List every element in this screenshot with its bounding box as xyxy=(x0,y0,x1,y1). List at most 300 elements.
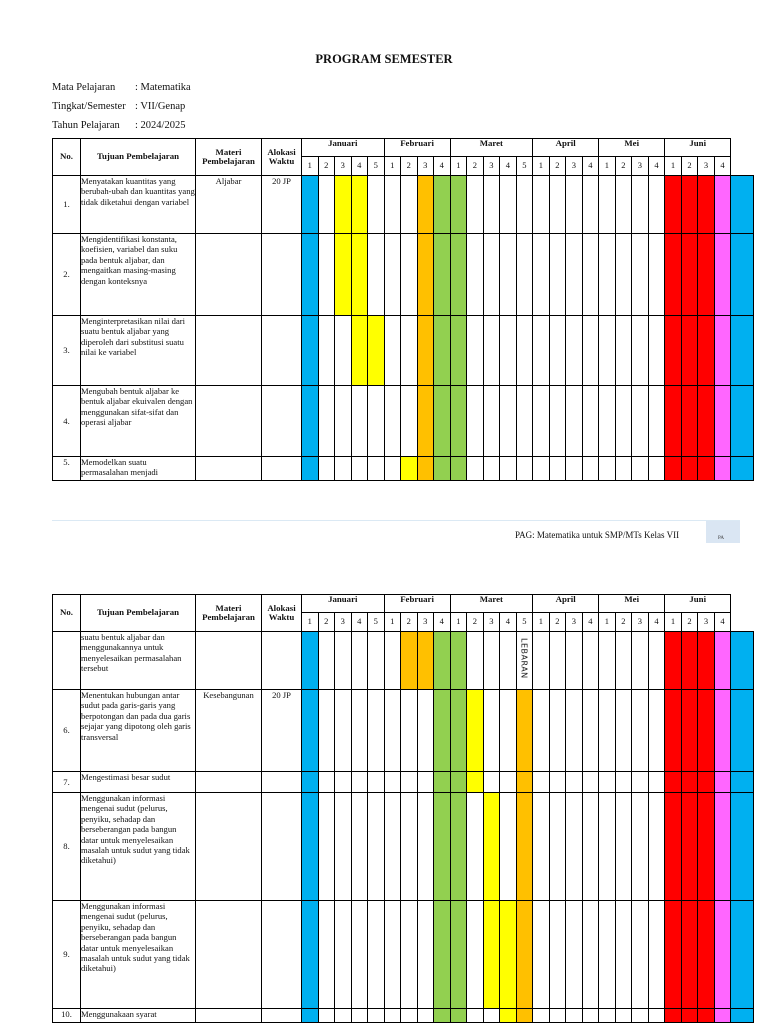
week-number: 4 xyxy=(351,613,368,632)
schedule-cell xyxy=(731,386,754,457)
schedule-cell xyxy=(533,234,550,316)
schedule-cell xyxy=(351,316,368,386)
week-number: 4 xyxy=(714,613,731,632)
schedule-cell xyxy=(681,632,698,690)
schedule-cell xyxy=(566,632,583,690)
schedule-cell xyxy=(401,793,418,901)
schedule-cell xyxy=(648,457,665,481)
schedule-cell xyxy=(368,386,385,457)
schedule-cell xyxy=(318,690,335,772)
week-number: 2 xyxy=(615,157,632,176)
schedule-cell xyxy=(549,234,566,316)
week-number: 4 xyxy=(500,157,517,176)
schedule-cell xyxy=(318,632,335,690)
schedule-cell xyxy=(467,457,484,481)
week-number: 1 xyxy=(599,613,616,632)
page-number-text: PA xyxy=(718,536,724,541)
schedule-cell xyxy=(582,1009,599,1023)
schedule-cell xyxy=(483,772,500,793)
week-number: 3 xyxy=(417,157,434,176)
schedule-cell xyxy=(467,632,484,690)
schedule-cell xyxy=(351,901,368,1009)
learning-objective: Menggunakan informasi mengenai sudut (pelurus, penyiku, sehadap dan berseberangan pada bangun datar untuk menyelesaikan masalah untuk sudut yang tidak diketahui) xyxy=(81,901,196,1009)
schedule-cell xyxy=(549,793,566,901)
month-header: Mei xyxy=(599,595,665,613)
schedule-cell xyxy=(318,793,335,901)
schedule-cell xyxy=(731,316,754,386)
schedule-cell xyxy=(467,316,484,386)
schedule-cell xyxy=(450,772,467,793)
schedule-cell xyxy=(302,234,319,316)
row-number: 9. xyxy=(53,901,81,1009)
schedule-cell xyxy=(401,386,418,457)
schedule-cell xyxy=(351,386,368,457)
schedule-cell xyxy=(714,901,731,1009)
schedule-cell xyxy=(500,457,517,481)
material xyxy=(196,234,262,316)
schedule-cell xyxy=(417,793,434,901)
schedule-cell xyxy=(665,386,682,457)
schedule-cell xyxy=(566,386,583,457)
schedule-cell xyxy=(615,234,632,316)
schedule-cell xyxy=(401,234,418,316)
schedule-cell xyxy=(615,316,632,386)
learning-objective: Menentukan hubungan antar sudut pada garis-garis yang berpotongan dan pada dua garis sejajar yang dipotong oleh garis transversal xyxy=(81,690,196,772)
schedule-cell xyxy=(681,690,698,772)
schedule-cell xyxy=(335,632,352,690)
schedule-cell xyxy=(698,772,715,793)
week-number: 3 xyxy=(632,613,649,632)
material xyxy=(196,457,262,481)
schedule-cell xyxy=(483,901,500,1009)
schedule-cell xyxy=(516,234,533,316)
schedule-cell xyxy=(714,176,731,234)
schedule-cell xyxy=(632,234,649,316)
schedule-cell xyxy=(648,632,665,690)
schedule-cell xyxy=(533,176,550,234)
material xyxy=(196,901,262,1009)
week-number: 3 xyxy=(483,613,500,632)
week-number: 3 xyxy=(483,157,500,176)
schedule-cell xyxy=(384,457,401,481)
week-number: 4 xyxy=(434,613,451,632)
schedule-cell xyxy=(467,1009,484,1023)
schedule-cell xyxy=(384,793,401,901)
header-row-months xyxy=(53,139,754,157)
semester-table-page-1 xyxy=(52,138,754,481)
schedule-cell xyxy=(516,386,533,457)
schedule-cell xyxy=(450,901,467,1009)
schedule-cell xyxy=(302,457,319,481)
week-number: 1 xyxy=(665,157,682,176)
week-number: 1 xyxy=(384,613,401,632)
schedule-cell xyxy=(500,176,517,234)
schedule-cell xyxy=(582,234,599,316)
week-number: 5 xyxy=(368,157,385,176)
schedule-cell xyxy=(615,632,632,690)
table-row xyxy=(53,772,754,793)
schedule-cell xyxy=(665,176,682,234)
schedule-cell xyxy=(632,316,649,386)
schedule-cell xyxy=(302,690,319,772)
schedule-cell xyxy=(648,386,665,457)
schedule-cell xyxy=(731,1009,754,1023)
schedule-cell xyxy=(302,316,319,386)
schedule-cell xyxy=(434,316,451,386)
table-row xyxy=(53,1009,754,1023)
row-number: 10. xyxy=(53,1009,81,1023)
material: Kesebangunan xyxy=(196,690,262,772)
learning-objective: Menggunakaan syarat xyxy=(81,1009,196,1023)
schedule-cell xyxy=(516,1009,533,1023)
schedule-cell xyxy=(368,234,385,316)
learning-objective: Mengidentifikasi konstanta, koefisien, variabel dan suku pada bentuk aljabar, dan mengaitkan masing-masing dengan konteksnya xyxy=(81,234,196,316)
time-allocation: 20 JP xyxy=(262,690,302,772)
info-key: Tahun Pelajaran xyxy=(52,120,120,131)
schedule-cell xyxy=(698,632,715,690)
schedule-cell xyxy=(351,632,368,690)
schedule-cell xyxy=(318,457,335,481)
schedule-cell xyxy=(599,176,616,234)
schedule-cell xyxy=(566,176,583,234)
schedule-cell xyxy=(434,632,451,690)
page-number-box xyxy=(706,521,740,543)
schedule-cell xyxy=(483,234,500,316)
week-number: 2 xyxy=(681,613,698,632)
schedule-cell xyxy=(417,234,434,316)
schedule-cell xyxy=(351,690,368,772)
schedule-cell xyxy=(417,901,434,1009)
week-number: 3 xyxy=(566,613,583,632)
schedule-cell xyxy=(335,1009,352,1023)
schedule-cell xyxy=(516,793,533,901)
schedule-cell xyxy=(648,234,665,316)
schedule-cell xyxy=(582,772,599,793)
learning-objective: Menggunakan informasi mengenai sudut (pelurus, penyiku, sehadap dan berseberangan pada bangun datar untuk menyelesaikan masalah untuk sudut yang tidak diketahui) xyxy=(81,793,196,901)
schedule-cell xyxy=(648,901,665,1009)
week-number: 2 xyxy=(467,157,484,176)
schedule-cell xyxy=(516,901,533,1009)
month-header: April xyxy=(533,139,599,157)
schedule-cell xyxy=(549,457,566,481)
header-tujuan: Tujuan Pembelajaran xyxy=(81,139,196,176)
schedule-cell xyxy=(731,632,754,690)
schedule-cell xyxy=(665,793,682,901)
header-materi: Materi Pembelajaran xyxy=(196,595,262,632)
month-header: Februari xyxy=(384,139,450,157)
schedule-cell xyxy=(417,386,434,457)
schedule-cell xyxy=(681,316,698,386)
schedule-cell xyxy=(417,632,434,690)
info-row-year xyxy=(52,120,185,131)
schedule-cell xyxy=(318,901,335,1009)
schedule-cell xyxy=(698,793,715,901)
material xyxy=(196,316,262,386)
schedule-cell xyxy=(384,632,401,690)
schedule-cell xyxy=(665,772,682,793)
week-number: 1 xyxy=(302,157,319,176)
row-number: 1. xyxy=(53,176,81,234)
schedule-cell xyxy=(533,316,550,386)
schedule-cell xyxy=(467,901,484,1009)
schedule-cell xyxy=(714,457,731,481)
table-row xyxy=(53,901,754,1009)
schedule-cell xyxy=(632,386,649,457)
schedule-cell xyxy=(698,1009,715,1023)
learning-objective: Menyatakan kuantitas yang berubah-ubah dan kuantitas yang tidak diketahui dengan variabel xyxy=(81,176,196,234)
schedule-cell xyxy=(731,793,754,901)
schedule-cell xyxy=(384,772,401,793)
schedule-cell xyxy=(648,1009,665,1023)
week-number: 4 xyxy=(648,613,665,632)
schedule-cell xyxy=(434,793,451,901)
schedule-cell xyxy=(714,1009,731,1023)
material xyxy=(196,1009,262,1023)
schedule-cell xyxy=(549,386,566,457)
month-header: Mei xyxy=(599,139,665,157)
schedule-cell xyxy=(615,901,632,1009)
schedule-cell xyxy=(450,632,467,690)
schedule-cell xyxy=(615,386,632,457)
table-row xyxy=(53,457,754,481)
schedule-cell xyxy=(450,690,467,772)
schedule-cell xyxy=(681,1009,698,1023)
schedule-cell xyxy=(368,316,385,386)
schedule-cell xyxy=(632,690,649,772)
week-number: 4 xyxy=(434,157,451,176)
schedule-cell xyxy=(566,316,583,386)
schedule-cell xyxy=(533,901,550,1009)
week-number: 2 xyxy=(681,157,698,176)
row-number: 2. xyxy=(53,234,81,316)
time-allocation xyxy=(262,316,302,386)
schedule-cell xyxy=(450,234,467,316)
schedule-cell xyxy=(467,690,484,772)
schedule-cell xyxy=(401,901,418,1009)
time-allocation xyxy=(262,901,302,1009)
week-number: 2 xyxy=(467,613,484,632)
schedule-cell xyxy=(698,176,715,234)
schedule-cell xyxy=(318,386,335,457)
schedule-cell xyxy=(434,457,451,481)
schedule-cell xyxy=(582,316,599,386)
material xyxy=(196,386,262,457)
learning-objective: suatu bentuk aljabar dan menggunakannya untuk menyelesaikan permasalahan tersebut xyxy=(81,632,196,690)
schedule-cell xyxy=(549,901,566,1009)
schedule-cell xyxy=(516,690,533,772)
week-number: 1 xyxy=(302,613,319,632)
schedule-cell xyxy=(665,457,682,481)
schedule-cell xyxy=(549,176,566,234)
schedule-cell xyxy=(566,690,583,772)
schedule-cell xyxy=(533,1009,550,1023)
schedule-cell xyxy=(483,316,500,386)
schedule-cell xyxy=(566,457,583,481)
schedule-cell xyxy=(450,386,467,457)
schedule-cell xyxy=(302,772,319,793)
schedule-cell xyxy=(599,793,616,901)
schedule-cell xyxy=(533,772,550,793)
page-title: PROGRAM SEMESTER xyxy=(315,52,453,66)
schedule-cell xyxy=(335,457,352,481)
schedule-cell xyxy=(302,386,319,457)
schedule-cell xyxy=(714,772,731,793)
schedule-cell xyxy=(384,386,401,457)
schedule-cell xyxy=(417,176,434,234)
month-header: Januari xyxy=(302,595,385,613)
schedule-cell xyxy=(698,234,715,316)
schedule-cell xyxy=(467,386,484,457)
schedule-cell xyxy=(516,316,533,386)
schedule-cell xyxy=(500,386,517,457)
schedule-cell xyxy=(500,793,517,901)
schedule-cell xyxy=(417,1009,434,1023)
schedule-cell xyxy=(533,793,550,901)
week-number: 2 xyxy=(549,613,566,632)
schedule-cell xyxy=(500,690,517,772)
header-materi: Materi Pembelajaran xyxy=(196,139,262,176)
holiday-label: LEBARAN xyxy=(519,638,529,679)
week-number: 2 xyxy=(401,613,418,632)
week-number: 1 xyxy=(599,157,616,176)
schedule-cell xyxy=(467,793,484,901)
week-number: 2 xyxy=(318,157,335,176)
schedule-cell xyxy=(417,690,434,772)
schedule-cell xyxy=(500,316,517,386)
schedule-cell xyxy=(318,234,335,316)
row-number: 3. xyxy=(53,316,81,386)
schedule-cell xyxy=(368,457,385,481)
schedule-cell xyxy=(302,632,319,690)
schedule-cell xyxy=(302,1009,319,1023)
month-header: Februari xyxy=(384,595,450,613)
schedule-cell xyxy=(450,793,467,901)
table-row xyxy=(53,690,754,772)
schedule-cell xyxy=(351,793,368,901)
schedule-cell xyxy=(483,176,500,234)
info-value: : Matematika xyxy=(135,82,191,93)
info-key: Mata Pelajaran xyxy=(52,82,116,93)
learning-objective: Mengestimasi besar sudut xyxy=(81,772,196,793)
schedule-cell xyxy=(566,1009,583,1023)
schedule-cell xyxy=(665,901,682,1009)
week-number: 4 xyxy=(582,157,599,176)
info-row-grade xyxy=(52,101,185,112)
schedule-cell xyxy=(318,772,335,793)
schedule-cell xyxy=(318,176,335,234)
schedule-cell xyxy=(681,793,698,901)
schedule-cell xyxy=(698,901,715,1009)
week-number: 4 xyxy=(714,157,731,176)
schedule-cell xyxy=(335,901,352,1009)
schedule-cell xyxy=(714,234,731,316)
schedule-cell xyxy=(401,176,418,234)
schedule-cell xyxy=(384,234,401,316)
schedule-cell xyxy=(483,632,500,690)
schedule-cell xyxy=(368,793,385,901)
schedule-cell xyxy=(665,234,682,316)
schedule-cell xyxy=(648,176,665,234)
row-number xyxy=(53,632,81,690)
schedule-cell xyxy=(599,690,616,772)
schedule-cell xyxy=(368,632,385,690)
schedule-cell xyxy=(582,176,599,234)
week-number: 4 xyxy=(500,613,517,632)
schedule-cell xyxy=(714,793,731,901)
schedule-cell xyxy=(632,457,649,481)
week-number: 3 xyxy=(566,157,583,176)
time-allocation xyxy=(262,234,302,316)
schedule-cell xyxy=(368,690,385,772)
schedule-cell xyxy=(665,632,682,690)
week-number: 5 xyxy=(516,613,533,632)
info-row-subject xyxy=(52,82,191,93)
footer-divider xyxy=(52,520,740,521)
table-row xyxy=(53,316,754,386)
schedule-cell xyxy=(335,690,352,772)
material: Aljabar xyxy=(196,176,262,234)
schedule-cell xyxy=(401,457,418,481)
time-allocation xyxy=(262,632,302,690)
week-number: 2 xyxy=(318,613,335,632)
schedule-cell xyxy=(384,690,401,772)
schedule-cell xyxy=(434,176,451,234)
schedule-cell xyxy=(599,457,616,481)
week-number: 1 xyxy=(450,613,467,632)
week-number: 3 xyxy=(417,613,434,632)
schedule-cell xyxy=(632,901,649,1009)
info-key: Tingkat/Semester xyxy=(52,101,126,112)
schedule-cell xyxy=(434,690,451,772)
semester-table-page-2 xyxy=(52,594,754,1023)
schedule-cell xyxy=(632,772,649,793)
week-number: 2 xyxy=(401,157,418,176)
schedule-cell xyxy=(632,632,649,690)
learning-objective: Memodelkan suatu permasalahan menjadi xyxy=(81,457,196,481)
schedule-cell xyxy=(731,690,754,772)
month-header: Maret xyxy=(450,139,533,157)
schedule-cell xyxy=(450,457,467,481)
schedule-cell xyxy=(483,386,500,457)
schedule-cell xyxy=(599,1009,616,1023)
schedule-cell xyxy=(351,772,368,793)
schedule-cell xyxy=(401,772,418,793)
schedule-cell xyxy=(681,234,698,316)
week-number: 1 xyxy=(533,157,550,176)
schedule-cell xyxy=(599,772,616,793)
schedule-cell xyxy=(533,632,550,690)
schedule-cell xyxy=(401,632,418,690)
schedule-cell xyxy=(417,772,434,793)
header-row-months xyxy=(53,595,754,613)
schedule-cell xyxy=(434,1009,451,1023)
schedule-cell xyxy=(698,457,715,481)
schedule-cell xyxy=(648,772,665,793)
row-number: 7. xyxy=(53,772,81,793)
schedule-cell xyxy=(615,176,632,234)
schedule-cell xyxy=(549,690,566,772)
schedule-cell xyxy=(368,1009,385,1023)
schedule-cell xyxy=(368,772,385,793)
schedule-cell xyxy=(335,386,352,457)
row-number: 6. xyxy=(53,690,81,772)
schedule-cell xyxy=(599,386,616,457)
schedule-cell xyxy=(549,772,566,793)
schedule-cell xyxy=(417,316,434,386)
schedule-cell xyxy=(714,690,731,772)
time-allocation xyxy=(262,1009,302,1023)
schedule-cell xyxy=(500,234,517,316)
